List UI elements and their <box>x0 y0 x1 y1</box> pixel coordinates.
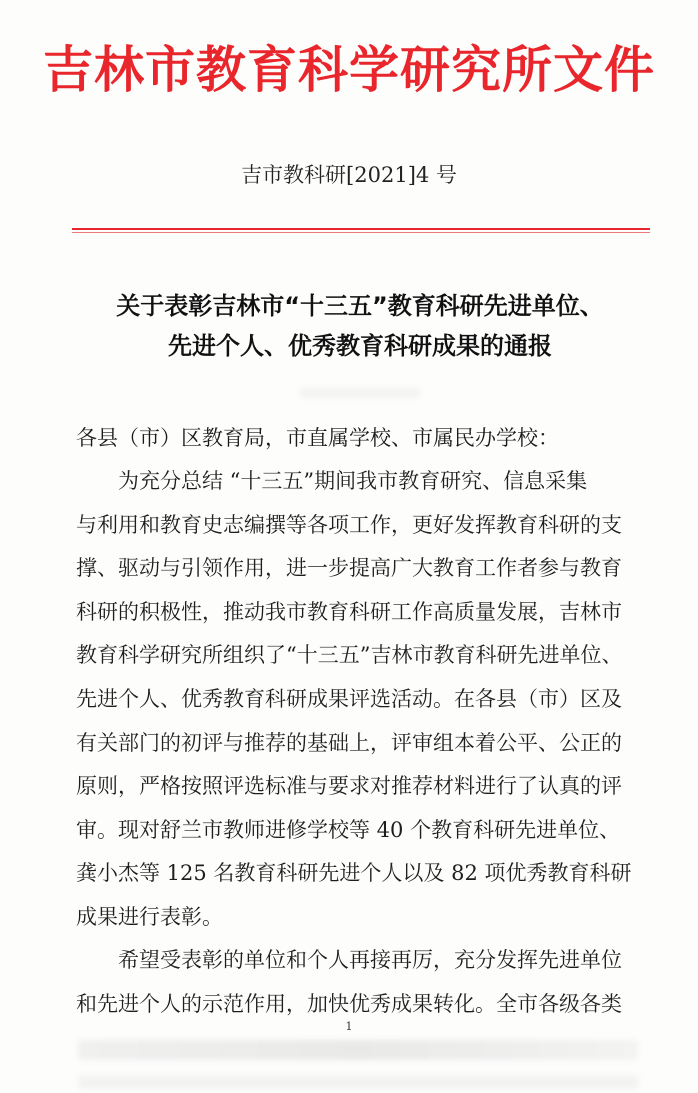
text-line: 希望受表彰的单位和个人再接再厉，充分发挥先进单位 <box>76 948 622 972</box>
scan-bleed-through <box>78 1040 638 1060</box>
header-divider <box>72 228 650 230</box>
text-line: 审。现对舒兰市教师进修学校等 40 个教育科研先进单位、 <box>76 817 621 842</box>
notice-title-line-2: 先进个人、优秀教育科研成果的通报 <box>168 332 552 360</box>
text-line: 教育科学研究所组织了“十三五”吉林市教育科研先进单位、 <box>76 643 623 668</box>
text-line: 先进个人、优秀教育科研成果评选活动。在各县（市）区及 <box>76 686 622 711</box>
page-number: 1 <box>345 1020 353 1033</box>
document-number: 吉市教科研[2021]4 号 <box>241 163 457 187</box>
text-line: 为充分总结 “十三五”期间我市教育研究、信息采集 <box>76 469 588 493</box>
text-line: 科研的积极性，推动我市教育科研工作高质量发展，吉林市 <box>76 599 622 624</box>
document-header-title: 吉林市教育科学研究所文件 <box>43 41 655 99</box>
body-paragraph-1 <box>76 466 656 946</box>
notice-title <box>60 286 660 366</box>
text-line: 龚小杰等 125 名教育科研先进个人以及 82 项优秀教育科研 <box>76 861 632 886</box>
text-line: 原则，严格按照评选标准与要求对推荐材料进行了认真的评 <box>76 774 622 799</box>
salutation: 各县（市）区教育局，市直属学校、市属民办学校： <box>76 426 559 450</box>
header-divider-thin <box>72 232 650 233</box>
text-line: 和先进个人的示范作用，加快优秀成果转化。全市各级各类 <box>76 991 622 1016</box>
text-line: 有关部门的初评与推荐的基础上，评审组本着公平、公正的 <box>76 730 622 755</box>
text-line: 与利用和教育史志编撰等各项工作，更好发挥教育科研的支 <box>76 512 622 537</box>
scan-bleed-through <box>300 388 420 398</box>
text-line: 成果进行表彰。 <box>76 904 223 929</box>
text-line: 撑、驱动与引领作用，进一步提高广大教育工作者参与教育 <box>76 556 622 581</box>
scan-bleed-through <box>78 1075 638 1089</box>
notice-title-line-1: 关于表彰吉林市“十三五”教育科研先进单位、 <box>116 292 604 320</box>
